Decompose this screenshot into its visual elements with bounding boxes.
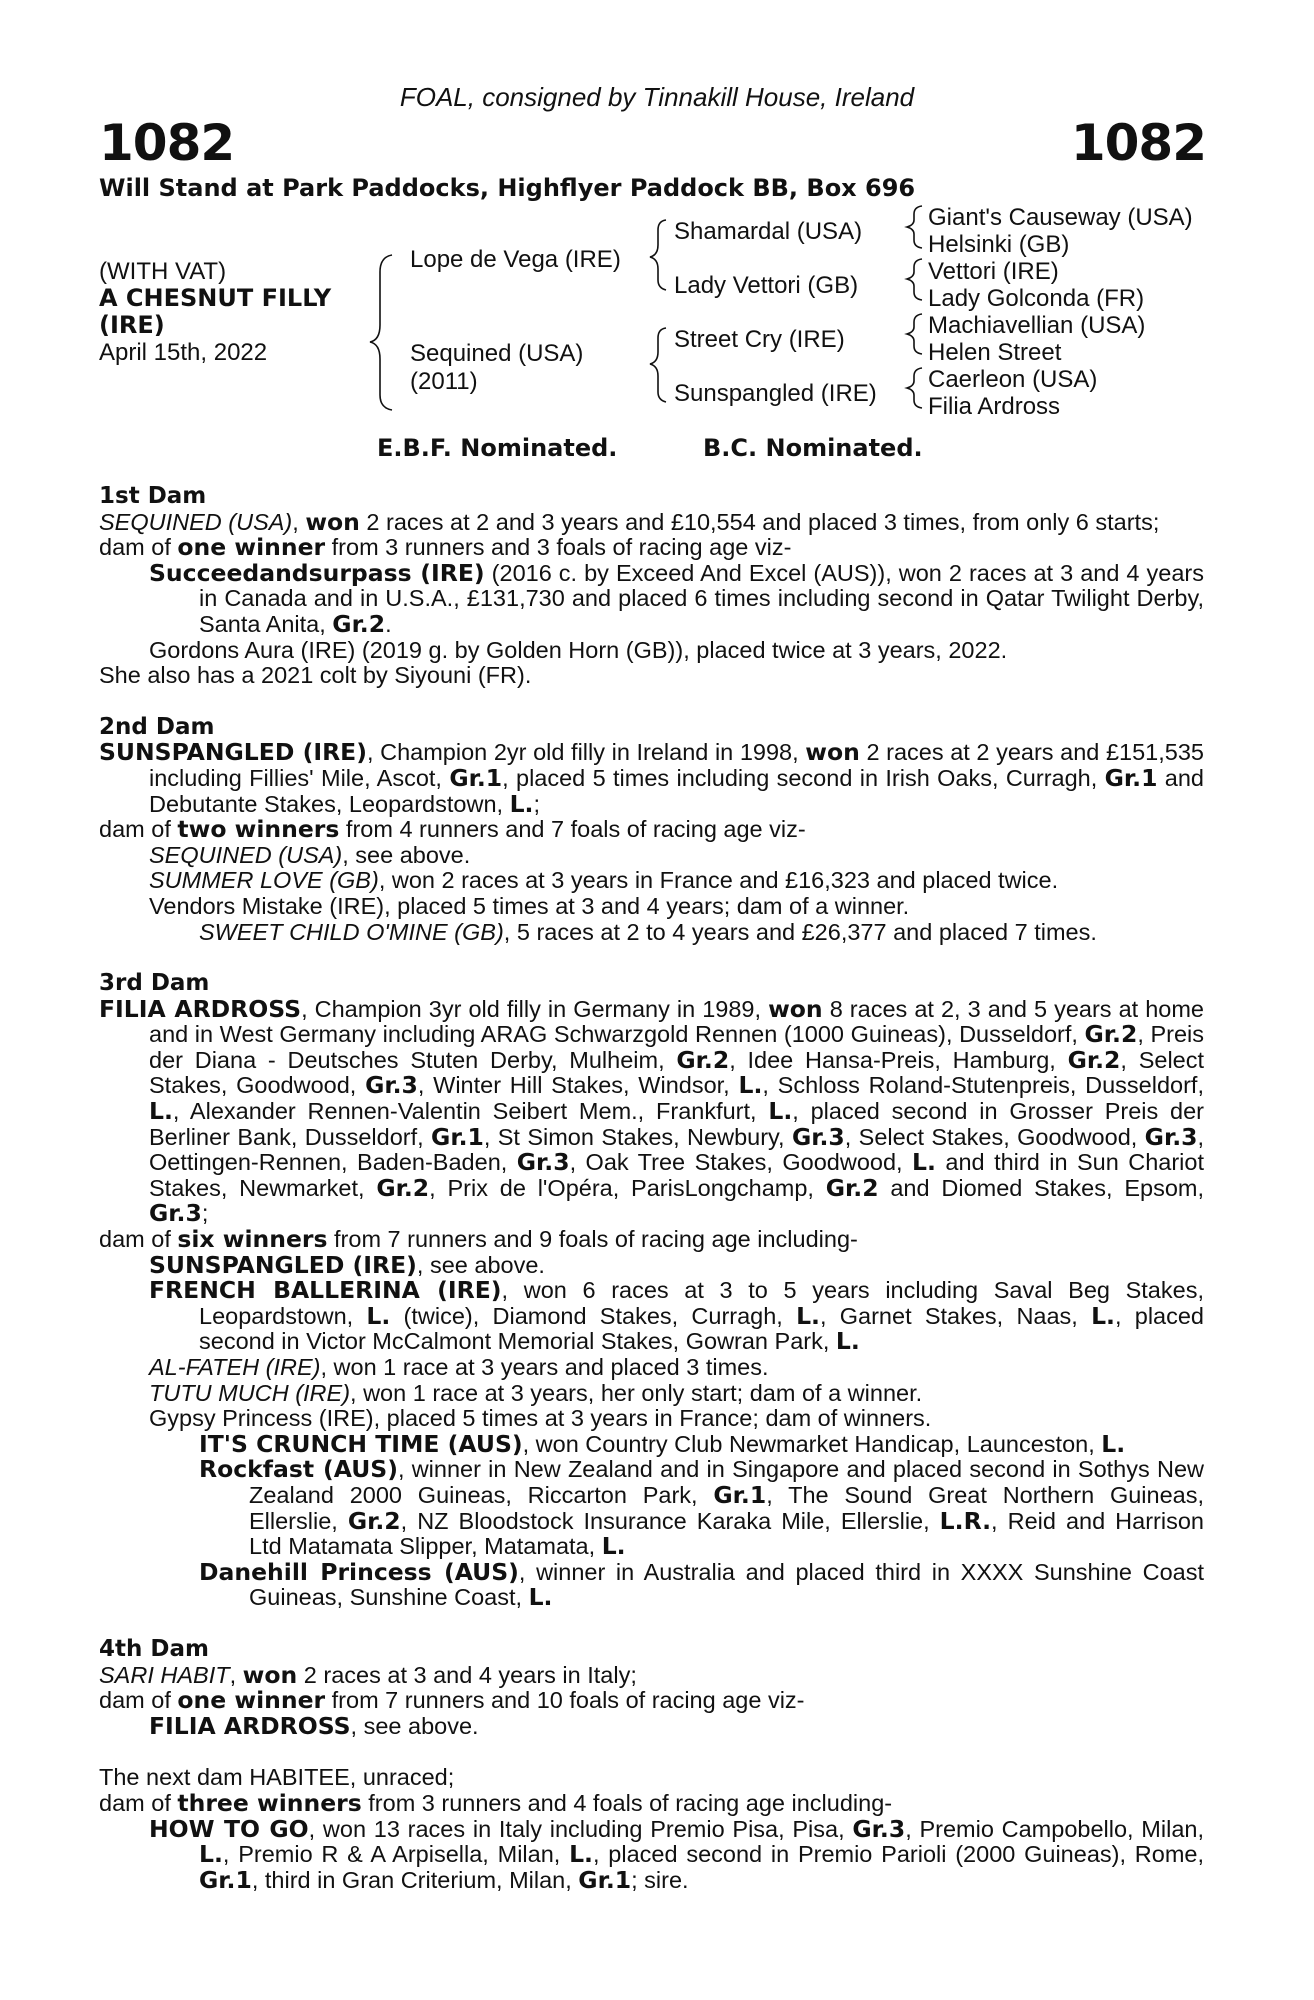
dam-year: (2011) <box>410 368 478 395</box>
text-run: , Reid and Harrison Ltd Matamata Slipper, Matamata, <box>249 1507 1204 1560</box>
text-run: from 3 runners and 4 foals of racing age including- <box>361 1789 893 1816</box>
text-run: SEQUINED (USA) <box>149 841 343 868</box>
dam2-para: Vendors Mistake (IRE), placed 5 times at 3 and 4 years; dam of a winner. <box>149 892 910 919</box>
text-run: one winner <box>177 533 326 562</box>
text-run: , Oettingen-Rennen, Baden-Baden, <box>149 1123 1205 1176</box>
text-run: 2 races at 3 and 4 years in Italy; <box>297 1661 637 1688</box>
text-run: FILIA ARDROSS <box>149 1711 351 1740</box>
text-run: won <box>805 738 860 767</box>
text-run: Gr.2 <box>676 1045 730 1074</box>
text-run: dam of <box>99 1687 178 1714</box>
dam3-para: Gypsy Princess (IRE), placed 5 times at 3 years in France; dam of winners. <box>149 1405 932 1432</box>
text-run: , Champion 3yr old filly in Germany in 1989, <box>301 995 769 1022</box>
text-run: Gr.1 <box>431 1122 484 1151</box>
text-run: and third in Sun Chariot Stakes, Newmarket, <box>149 1149 1204 1201</box>
dam1-heading: 1st Dam <box>99 483 207 509</box>
text-run: FRENCH BALLERINA (IRE) <box>149 1276 502 1305</box>
text-run: Gr.2 <box>376 1173 430 1202</box>
text-run: L. <box>1091 1301 1115 1330</box>
dam1-para <box>99 507 1204 536</box>
text-run: , Select Stakes, Goodwood, <box>844 1123 1145 1150</box>
dam4-para <box>99 1711 1204 1740</box>
text-run: , Garnet Stakes, Naas, <box>819 1302 1092 1329</box>
text-run: , Alexander Rennen-Valentin Seibert Mem., Frankfurt, <box>172 1098 769 1125</box>
text-run: dam of <box>99 816 178 843</box>
dam1-para: She also has a 2021 colt by Siyouni (FR). <box>99 662 532 689</box>
text-run: , The Sound Great Northern Guineas, Ellerslie, <box>249 1481 1204 1534</box>
consignment-line: FOAL, consigned by Tinnakill House, Ireland <box>399 82 915 112</box>
text-run: , won 1 race at 3 years, her only start; dam of a winner. <box>350 1379 923 1406</box>
text-run: , <box>229 1661 243 1688</box>
text-run: dam of <box>99 1226 178 1253</box>
text-run: SUMMER LOVE (GB) <box>149 867 379 894</box>
dam1-para: Gordons Aura (IRE) (2019 g. by Golden Horn (GB)), placed twice at 3 years, 2022. <box>149 636 1008 663</box>
text-run: , Prix de l'Opéra, ParisLongchamp, <box>429 1174 826 1201</box>
brace-g2 <box>907 259 922 300</box>
text-run: 2 races at 2 years and £151,535 including Fillies' Mile, Ascot, <box>149 739 1204 791</box>
text-run: L. <box>149 1097 173 1126</box>
text-run: L. <box>768 1097 793 1126</box>
text-run: Succeedandsurpass (IRE) <box>149 558 485 587</box>
text-run: Gr.2 <box>347 1506 401 1535</box>
sire-dam: Lady Vettori (GB) <box>674 272 859 299</box>
text-run: , won 1 race at 3 years and placed 3 times. <box>320 1354 769 1380</box>
text-run: six winners <box>177 1225 328 1254</box>
text-run: ; <box>533 790 541 817</box>
text-run: Gr.2 <box>1084 1020 1138 1049</box>
ancestor-g8: Filia Ardross <box>928 393 1061 420</box>
ancestor-g5: Machiavellian (USA) <box>928 312 1146 339</box>
dam3-para <box>99 1457 1204 1559</box>
dam3-para <box>99 1557 1204 1612</box>
text-run: , Premio R & A Arpisella, Milan, <box>222 1841 570 1868</box>
text-run: L. <box>569 1840 593 1869</box>
text-run: SWEET CHILD O'MINE (GB) <box>199 918 504 945</box>
text-run: IT'S CRUNCH TIME (AUS) <box>199 1429 523 1458</box>
dam2-heading: 2nd Dam <box>99 713 215 740</box>
dam3-para <box>99 1278 1204 1355</box>
dam4-heading: 4th Dam <box>99 1635 209 1662</box>
text-run: , Schloss Roland-Stutenpreis, Dusseldorf, <box>762 1072 1204 1099</box>
text-run: one winner <box>177 1686 326 1715</box>
dam-name: Sequined (USA) <box>410 340 584 367</box>
text-run: , Preis der Diana - Deutsches Stuten Derby, Mulheim, <box>149 1021 1204 1073</box>
text-run: dam of <box>99 534 178 561</box>
dam3-heading: 3rd Dam <box>99 970 210 997</box>
dam1-para <box>99 558 1204 638</box>
text-run: , see above. <box>342 841 471 868</box>
text-run: won <box>242 1660 298 1689</box>
text-run: AL-FATEH (IRE) <box>149 1354 321 1380</box>
text-run: SUNSPANGLED (IRE) <box>99 738 367 767</box>
text-run: , won 6 races at 3 to 5 years including Saval Beg Stakes, Leopardstown, <box>199 1277 1204 1329</box>
dam2-para <box>99 740 1204 817</box>
produce-record <box>99 484 1204 1893</box>
text-run: and Debutante Stakes, Leopardstown, <box>149 764 1204 817</box>
text-run: won <box>305 507 360 536</box>
dam5-para: The next dam HABITEE, unraced; <box>99 1764 455 1791</box>
dam4-para <box>99 1660 1204 1689</box>
text-run: Gr.2 <box>332 609 386 638</box>
text-run: , NZ Bloodstock Insurance Karaka Mile, Ellerslie, <box>400 1507 940 1534</box>
text-run: Gr.3 <box>516 1148 570 1177</box>
text-run: L. <box>199 1840 223 1869</box>
text-run: L. <box>528 1583 553 1612</box>
dam2-para <box>99 920 1204 946</box>
dam2-para <box>99 843 1204 869</box>
dam3-para <box>99 1355 1204 1381</box>
horse-country: (IRE) <box>99 311 165 339</box>
text-run: ; <box>201 1200 209 1227</box>
text-run: , Select Stakes, Goodwood, <box>149 1046 1205 1099</box>
brace-main <box>370 255 392 410</box>
ebf-nomination: E.B.F. Nominated. <box>377 434 618 462</box>
text-run: from 7 runners and 10 foals of racing age viz- <box>325 1687 805 1714</box>
text-run: Gr.3 <box>1144 1122 1198 1151</box>
text-run: Gr.1 <box>713 1480 767 1509</box>
text-run: Danehill Princess (AUS) <box>199 1557 519 1586</box>
dam-dam: Sunspangled (IRE) <box>674 380 877 407</box>
text-run: Gr.1 <box>578 1865 632 1894</box>
brace-g3 <box>907 314 922 354</box>
text-run: Gr.3 <box>791 1122 845 1151</box>
text-run: 2 races at 2 and 3 years and £10,554 and placed 3 times, from only 6 starts; <box>359 508 1160 535</box>
text-run: , winner in New Zealand and in Singapore and placed second in Sothys New Zealand 2000 Guineas, Riccarton Park, <box>249 1456 1204 1508</box>
text-run: , won 13 races in Italy including Premio Pisa, Pisa, <box>308 1815 853 1842</box>
text-run: , Oak Tree Stakes, Goodwood, <box>569 1149 913 1176</box>
brace-g1 <box>907 206 922 248</box>
text-run: , third in Gran Criterium, Milan, <box>251 1866 579 1893</box>
text-run: , won 2 races at 3 years in France and £16,323 and placed twice. <box>378 867 1059 894</box>
text-run: ; sire. <box>631 1866 689 1893</box>
text-run: , 5 races at 2 to 4 years and £26,377 and placed 7 times. <box>503 918 1097 945</box>
text-run: from 3 runners and 3 foals of racing age viz- <box>325 534 792 561</box>
dam4-para <box>99 1688 1204 1714</box>
text-run: , placed second in Victor McCalmont Memorial Stakes, Gowran Park, <box>199 1302 1205 1355</box>
text-run: (twice), Diamond Stakes, Curragh, <box>390 1302 797 1329</box>
text-run: , placed 5 times including second in Irish Oaks, Curragh, <box>502 764 1105 791</box>
text-run: L.R. <box>939 1506 992 1535</box>
text-run: , Premio Campobello, Milan, <box>905 1815 1204 1842</box>
text-run: 8 races at 2, 3 and 5 years at home and in West Germany including ARAG Schwarzgold Rennen (1000 Guineas), Dusseldorf, <box>149 995 1204 1048</box>
text-run: L. <box>796 1301 820 1330</box>
dam3-para <box>99 1429 1204 1458</box>
text-run: , placed second in Grosser Preis der Berliner Bank, Dusseldorf, <box>149 1098 1204 1150</box>
text-run: dam of <box>99 1789 178 1816</box>
horse-name: A CHESNUT FILLY <box>99 284 332 312</box>
text-run: , winner in Australia and placed third in XXXX Sunshine Coast Guineas, Sunshine Coast, <box>249 1558 1204 1611</box>
text-run: Gr.3 <box>365 1071 418 1100</box>
text-run: , St Simon Stakes, Newbury, <box>483 1123 792 1150</box>
text-run: L. <box>835 1327 860 1356</box>
text-run: and Diomed Stakes, Epsom, <box>878 1174 1205 1201</box>
text-run: L. <box>509 789 534 818</box>
text-run: , <box>292 508 306 535</box>
dam5-para <box>99 1788 1204 1817</box>
text-run: . <box>385 610 392 637</box>
ancestor-g4: Lady Golconda (FR) <box>928 285 1145 312</box>
lot-number-right: 1082 <box>1070 114 1206 172</box>
text-run: Gr.1 <box>199 1865 252 1894</box>
text-run: from 7 runners and 9 foals of racing age including- <box>327 1226 858 1253</box>
text-run: Gr.3 <box>852 1814 906 1843</box>
text-run: three winners <box>177 1788 362 1817</box>
ancestor-g3: Vettori (IRE) <box>928 258 1059 285</box>
text-run: two winners <box>177 815 340 844</box>
text-run: TUTU MUCH (IRE) <box>149 1379 351 1406</box>
sire-name: Lope de Vega (IRE) <box>410 246 621 273</box>
ancestor-g1: Giant's Causeway (USA) <box>928 204 1193 231</box>
text-run: won <box>768 994 823 1023</box>
text-run: , see above. <box>416 1251 545 1278</box>
dam3-para <box>99 1381 1204 1407</box>
foaling-date: April 15th, 2022 <box>99 339 268 366</box>
bc-nomination: B.C. Nominated. <box>703 434 923 462</box>
text-run: , Idee Hansa-Preis, Hamburg, <box>729 1046 1068 1073</box>
ancestor-g7: Caerleon (USA) <box>928 366 1098 393</box>
dam3-para <box>99 994 1205 1228</box>
lot-number-left: 1082 <box>99 114 235 172</box>
text-run: Gr.1 <box>449 763 503 792</box>
text-run: , see above. <box>350 1712 479 1739</box>
text-run: SARI HABIT <box>99 1661 230 1688</box>
text-run: Gr.1 <box>1104 763 1158 792</box>
sire-sire: Shamardal (USA) <box>674 218 863 245</box>
text-run: , Champion 2yr old filly in Ireland in 1998, <box>366 739 806 766</box>
ancestor-g2: Helsinki (GB) <box>928 231 1070 258</box>
text-run: L. <box>1101 1429 1126 1458</box>
text-run: SEQUINED (USA) <box>99 508 293 535</box>
text-run: L. <box>366 1301 391 1330</box>
text-run: Gr.2 <box>825 1173 879 1202</box>
text-run: SUNSPANGLED (IRE) <box>149 1250 417 1279</box>
dam1-para <box>99 535 1204 561</box>
ancestor-g6: Helen Street <box>928 339 1062 366</box>
text-run: (2016 c. by Exceed And Excel (AUS)), won 2 races at 3 and 4 years in Canada and in U.S.A., £131,730 and placed 6 times including second in Qatar Twilight Derby, Santa Anita, <box>199 559 1204 637</box>
dam3-para <box>99 1227 1204 1253</box>
brace-dam <box>650 328 666 402</box>
text-run: L. <box>601 1532 626 1561</box>
text-run: Rockfast (AUS) <box>199 1455 398 1484</box>
text-run: , Winter Hill Stakes, Windsor, <box>417 1072 739 1099</box>
text-run: Gr.3 <box>149 1199 202 1228</box>
dam3-para <box>99 1250 1204 1279</box>
text-run: , placed second in Premio Parioli (2000 Guineas), Rome, <box>592 1841 1204 1868</box>
text-run: L. <box>738 1071 763 1100</box>
dam2-para <box>99 817 1204 843</box>
text-run: L. <box>912 1148 936 1177</box>
text-run: FILIA ARDROSS <box>99 994 302 1023</box>
dam5-para <box>99 1814 1204 1894</box>
text-run: , won Country Club Newmarket Handicap, Launceston, <box>522 1430 1102 1457</box>
dam2-para <box>99 868 1204 894</box>
brace-sire <box>650 220 666 290</box>
text-run: Gr.2 <box>1067 1045 1121 1074</box>
stand-location: Will Stand at Park Paddocks, Highflyer Paddock BB, Box 696 <box>99 174 916 202</box>
dam-sire: Street Cry (IRE) <box>674 326 845 353</box>
text-run: from 4 runners and 7 foals of racing age viz- <box>339 816 806 843</box>
brace-g4 <box>907 368 922 408</box>
text-run: HOW TO GO <box>149 1814 309 1843</box>
vat-label: (WITH VAT) <box>99 258 227 285</box>
